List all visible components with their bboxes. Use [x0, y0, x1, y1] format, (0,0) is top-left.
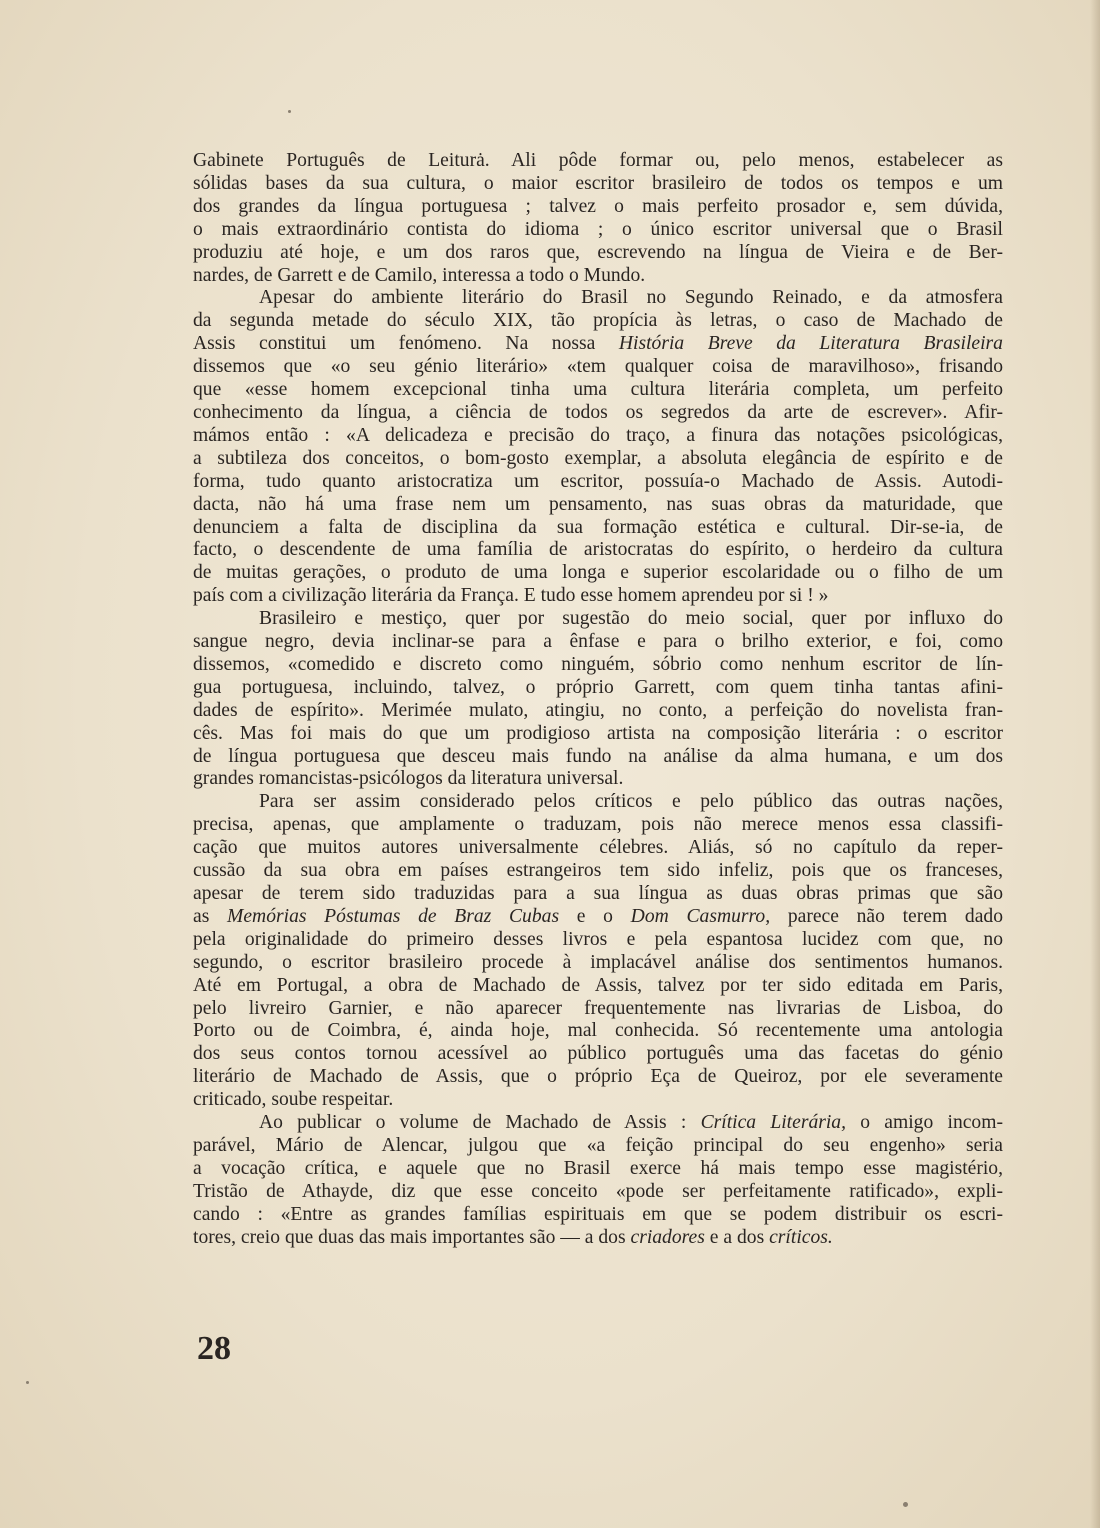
text-line: precisa, apenas, que amplamente o traduzam, pois não merece menos essa classifi-: [193, 814, 1003, 836]
text-line: segundo, o escritor brasileiro procede à implacável análise dos sentimentos humanos.: [193, 951, 1003, 973]
text-line: conhecimento da língua, a ciência de todos os segredos da arte de escrever». Afir-: [193, 401, 1003, 423]
text-line: dos seus contos tornou acessível ao público português uma das facetas do génio: [193, 1043, 1003, 1065]
text-line: dades de espírito». Merimée mulato, atingiu, no conto, a perfeição do novelista fran-: [193, 699, 1003, 721]
text-line: denunciem a falta de disciplina da sua formação estética e cultural. Dir-se-ia, de: [193, 516, 1003, 538]
text-line: de muitas gerações, o produto de uma longa e superior escolaridade ou o filho de um: [193, 562, 1003, 584]
body-text: [193, 150, 1003, 1250]
text-line: criticado, soube respeitar.: [193, 1089, 394, 1111]
text-line: pela originalidade do primeiro desses livros e pela espantosa lucidez com que, no: [193, 928, 1003, 950]
text-line: Ao publicar o volume de Machado de Assis : Crítica Literária, o amigo incom-: [259, 1112, 1003, 1134]
text-line: cês. Mas foi mais do que um prodigioso artista na composição literária : o escritor: [193, 722, 1003, 744]
text-line: cussão da sua obra em países estrangeiros tem sido infeliz, pois que os franceses,: [193, 860, 1003, 882]
text-line: Apesar do ambiente literário do Brasil no Segundo Reinado, e da atmosfera: [259, 287, 1003, 309]
text-line: o mais extraordinário contista do idioma ; o único escritor universal que o Brasil: [193, 218, 1003, 240]
paper-speck: [26, 1381, 29, 1384]
text-line: dacta, não há uma frase nem um pensamento, nas suas obras da maturidade, que: [193, 493, 1003, 515]
text-line: as Memórias Póstumas de Braz Cubas e o Dom Casmurro, parece não terem dado: [193, 905, 1003, 927]
text-line: cando : «Entre as grandes famílias espirituais em que se podem distribuir os escri-: [193, 1203, 1003, 1225]
text-line: Para ser assim considerado pelos críticos e pelo público das outras nações,: [259, 791, 1003, 813]
text-line: nardes, de Garrett e de Camilo, interessa a todo o Mundo.: [193, 264, 646, 286]
text-line: cação que muitos autores universalmente célebres. Aliás, só no capítulo da reper-: [193, 837, 1003, 859]
text-line: forma, tudo quanto aristocratiza um escritor, possuía-o Machado de Assis. Autodi-: [193, 470, 1003, 492]
paragraph: [193, 1112, 1003, 1249]
paper-speck: [903, 1502, 908, 1507]
text-line: Gabinete Português de Leiturȧ. Ali pôde formar ou, pelo menos, estabelecer as: [193, 150, 1003, 171]
paragraph: [193, 608, 1003, 791]
text-line: literário de Machado de Assis, que o próprio Eça de Queiroz, por ele severamente: [193, 1066, 1003, 1088]
text-line: da segunda metade do século XIX, tão propícia às letras, o caso de Machado de: [193, 310, 1003, 332]
text-line: Brasileiro e mestiço, quer por sugestão do meio social, quer por influxo do: [259, 608, 1003, 630]
text-line: sangue negro, devia inclinar-se para a ênfase e para o brilho exterior, e foi, como: [193, 631, 1003, 653]
text-line: país com a civilização literária da França. E tudo esse homem aprendeu por si ! »: [193, 585, 829, 607]
text-line: Tristão de Athayde, diz que esse conceito «pode ser perfeitamente ratificado», expli-: [193, 1180, 1003, 1202]
text-line: apesar de terem sido traduzidas para a sua língua as duas obras primas que são: [193, 883, 1003, 904]
text-line: Porto ou de Coimbra, é, ainda hoje, mal conhecida. Só recentemente uma antologia: [193, 1020, 1003, 1042]
text-line: dos grandes da língua portuguesa ; talvez o mais perfeito prosador e, sem dúvida,: [193, 195, 1003, 217]
text-line: pelo livreiro Garnier, e não aparecer frequentemente nas livrarias de Lisboa, do: [193, 997, 1003, 1019]
text-line: Até em Portugal, a obra de Machado de Assis, talvez por ter sido editada em Paris,: [193, 974, 1003, 996]
paragraph: [193, 791, 1003, 1112]
text-line: gua portuguesa, incluindo, talvez, o próprio Garrett, com quem tinha tantas afini-: [193, 676, 1003, 698]
paragraph: [193, 287, 1003, 608]
text-line: que «esse homem excepcional tinha uma cultura literária completa, um perfeito: [193, 379, 1003, 401]
text-line: dissemos que «o seu génio literário» «tem qualquer coisa de maravilhoso», frisando: [193, 356, 1003, 378]
text-line: parável, Mário de Alencar, julgou que «a feição principal do seu engenho» seria: [193, 1134, 1003, 1156]
page-edge-shadow: [1090, 0, 1100, 1528]
text-line: a subtileza dos conceitos, o bom-gosto exemplar, a absoluta elegância de espírito e de: [193, 447, 1003, 469]
paper-speck: [288, 110, 291, 113]
text-line: mámos então : «A delicadeza e precisão do traço, a finura das notações psicológicas,: [193, 424, 1003, 446]
text-line: de língua portuguesa que desceu mais fundo na análise da alma humana, e um dos: [193, 745, 1003, 767]
page-number: 28: [197, 1330, 231, 1367]
text-line: sólidas bases da sua cultura, o maior escritor brasileiro de todos os tempos e um: [193, 172, 1003, 194]
text-line: tores, creio que duas das mais importantes são — a dos criadores e a dos críticos.: [193, 1226, 833, 1248]
text-line: facto, o descendente de uma família de aristocratas do espírito, o herdeiro da cultura: [193, 539, 1003, 561]
paragraph: [193, 150, 1003, 287]
text-line: produziu até hoje, e um dos raros que, escrevendo na língua de Vieira e de Ber-: [193, 241, 1003, 263]
text-line: grandes romancistas-psicólogos da literatura universal.: [193, 768, 624, 790]
text-line: a vocação crítica, e aquele que no Brasil exerce há mais tempo esse magistério,: [193, 1157, 1003, 1179]
text-line: dissemos, «comedido e discreto como ninguém, sóbrio como nenhum escritor de lín-: [193, 653, 1003, 675]
text-line: Assis constitui um fenómeno. Na nossa História Breve da Literatura Brasileira: [193, 333, 1003, 355]
